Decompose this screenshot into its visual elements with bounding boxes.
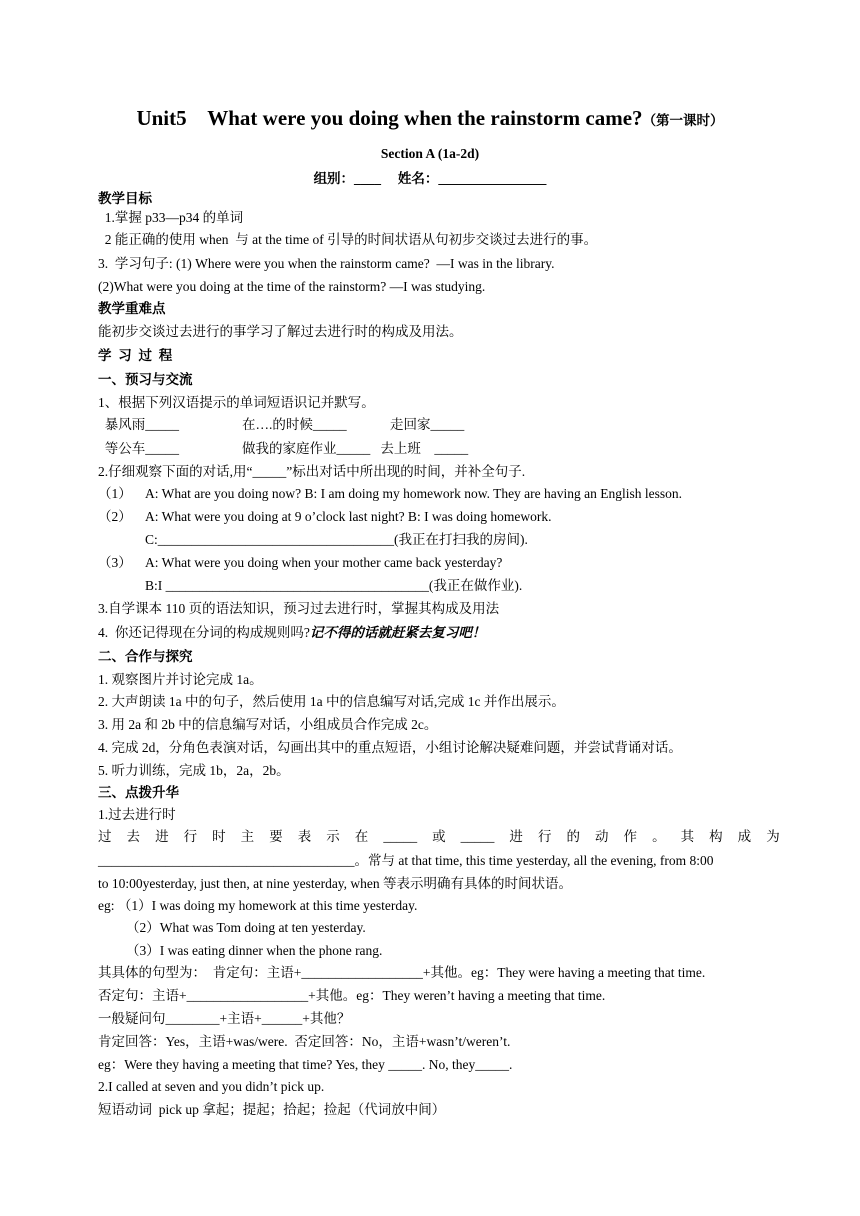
vocab-walk-home: 走回家_____ bbox=[390, 417, 465, 432]
preview-instruction-2: 2.仔细观察下面的对话,用“_____”标出对话中所出现的时间，并补全句子. bbox=[98, 464, 526, 479]
coop-step-5: 5. 听力训练，完成 1b，2a，2b。 bbox=[98, 763, 290, 778]
grammar-point-1-title: 1.过去进行时 bbox=[98, 807, 176, 822]
dialog-2-number: （2） bbox=[98, 509, 132, 524]
goal-3: 3. 学习句子: (1) Where were you when the rainstorm came? —I was in the library. bbox=[98, 256, 555, 271]
phrasal-verb-note: 短语动词 pick up 拿起；提起；拾起；捡起（代词放中间） bbox=[98, 1102, 446, 1117]
heading-teaching-goals: 教学目标 bbox=[98, 191, 152, 206]
heading-cooperation: 二、合作与探究 bbox=[98, 649, 193, 664]
negative-pattern: 否定句：主语+__________________+其他。eg：They weren’t having a meeting that time. bbox=[98, 988, 606, 1003]
dialog-1-text: A: What are you doing now? B: I am doing my homework now. They are having an English lesson. bbox=[145, 486, 683, 501]
word: 要 bbox=[269, 829, 283, 844]
example-1: eg: （1）I was doing my homework at this time yesterday. bbox=[98, 898, 418, 913]
word: 时 bbox=[212, 829, 226, 844]
dialog-1-number: （1） bbox=[98, 486, 132, 501]
grammar-time-adverbials: ______________________________________。常与 at that time, this time yesterday, all the evening, from 8:00 bbox=[98, 853, 714, 868]
group-name-line: 组别：____ 姓名：________________ bbox=[313, 171, 547, 186]
preview-instruction-1: 1、根据下列汉语提示的单词短语识记并默写。 bbox=[98, 395, 375, 410]
word: 主 bbox=[240, 829, 255, 844]
title-sub: （第一课时） bbox=[642, 113, 724, 128]
page-title bbox=[0, 106, 860, 131]
preview-instruction-3: 3.自学课本 110 页的语法知识，预习过去进行时，掌握其构成及用法 bbox=[98, 601, 500, 616]
word: 作 bbox=[623, 829, 638, 844]
answer-example: eg：Were they having a meeting that time? Yes, they _____. No, they_____. bbox=[98, 1057, 513, 1072]
dialog-3-blank[interactable]: B:I _______________________________________(我正在做作业). bbox=[145, 578, 523, 593]
affirmative-pattern: 其具体的句型为： 肯定句：主语+__________________+其他。eg：They were having a meeting that time. bbox=[98, 965, 706, 980]
example-2: （2）What was Tom doing at ten yesterday. bbox=[126, 920, 366, 935]
key-points-text: 能初步交谈过去进行的事学习了解过去进行时的构成及用法。 bbox=[98, 324, 463, 339]
answer-pattern: 肯定回答：Yes，主语+was/were. 否定回答：No，主语+wasn’t/weren’t. bbox=[98, 1034, 511, 1049]
word: 行 bbox=[537, 829, 552, 844]
word: 构 bbox=[709, 829, 723, 844]
word: 行 bbox=[183, 829, 198, 844]
word: 成 bbox=[737, 829, 752, 844]
grammar-point-2-title: 2.I called at seven and you didn’t pick up. bbox=[98, 1079, 325, 1094]
coop-step-1: 1. 观察图片并讨论完成 1a。 bbox=[98, 672, 263, 687]
heading-learning-process: 学 习 过 程 bbox=[98, 348, 173, 363]
goal-3-sentence-2: (2)What were you doing at the time of the rainstorm? —I was studying. bbox=[98, 279, 486, 294]
review-reminder: 记不得的话就赶紧去复习吧！ bbox=[309, 625, 486, 640]
dialog-3-number: （3） bbox=[98, 555, 132, 570]
heading-preview: 一、预习与交流 bbox=[98, 372, 193, 387]
word: 进 bbox=[509, 829, 523, 844]
word: 动 bbox=[595, 829, 609, 844]
blank[interactable]: _____ bbox=[383, 829, 418, 844]
heading-key-points: 教学重难点 bbox=[98, 301, 166, 316]
coop-step-2: 2. 大声朗读 1a 中的句子，然后使用 1a 中的信息编写对话,完成 1c 并作出展示。 bbox=[98, 694, 565, 709]
vocab-at-the-time: 在….的时候_____ bbox=[242, 417, 347, 432]
word: 去 bbox=[126, 829, 141, 844]
participle-question: 4. 你还记得现在分词的构成规则吗? bbox=[98, 625, 310, 640]
word: 其 bbox=[680, 829, 695, 844]
dialog-3-text: A: What were you doing when your mother came back yesterday? bbox=[145, 555, 503, 570]
word: 在 bbox=[354, 829, 369, 844]
section-heading: Section A (1a-2d) bbox=[380, 146, 480, 161]
example-3: （3）I was eating dinner when the phone rang. bbox=[126, 943, 383, 958]
dialog-2-blank[interactable]: C:___________________________________(我正在打扫我的房间). bbox=[145, 532, 528, 547]
grammar-time-adverbials-cont: to 10:00yesterday, just then, at nine yesterday, when 等表示明确有具体的时间状语。 bbox=[98, 876, 573, 891]
grammar-definition-line bbox=[98, 828, 780, 846]
word: 为 bbox=[766, 829, 780, 844]
word: 表 bbox=[297, 829, 312, 844]
coop-step-4: 4. 完成 2d，分角色表演对话，勾画出其中的重点短语，小组讨论解决疑难问题，并尝试背诵对话。 bbox=[98, 740, 682, 755]
word: 过 bbox=[98, 829, 112, 844]
heading-summary: 三、点拨升华 bbox=[98, 785, 179, 800]
vocab-homework-work: 做我的家庭作业_____ 去上班 _____ bbox=[242, 441, 469, 456]
vocab-wait-bus: 等公车_____ bbox=[98, 441, 179, 456]
word: 进 bbox=[155, 829, 169, 844]
word: 。 bbox=[652, 829, 666, 844]
word: 的 bbox=[566, 829, 580, 844]
word: 或 bbox=[432, 829, 446, 844]
goal-2: 2 能正确的使用 when 与 at the time of 引导的时间状语从句初步交谈过去进行的事。 bbox=[98, 232, 598, 247]
dialog-2-text: A: What were you doing at 9 o’clock last night? B: I was doing homework. bbox=[145, 509, 552, 524]
vocab-rainstorm: 暴风雨_____ bbox=[98, 417, 179, 432]
title-main: Unit5 What were you doing when the rainstorm came? bbox=[136, 106, 643, 130]
word: 示 bbox=[326, 829, 340, 844]
goal-1: 1.掌握 p33—p34 的单词 bbox=[98, 210, 244, 225]
coop-step-3: 3. 用 2a 和 2b 中的信息编写对话，小组成员合作完成 2c。 bbox=[98, 717, 438, 732]
preview-instruction-4 bbox=[98, 624, 485, 642]
blank[interactable]: _____ bbox=[460, 829, 495, 844]
question-pattern: 一般疑问句________+主语+______+其他？ bbox=[98, 1011, 351, 1026]
